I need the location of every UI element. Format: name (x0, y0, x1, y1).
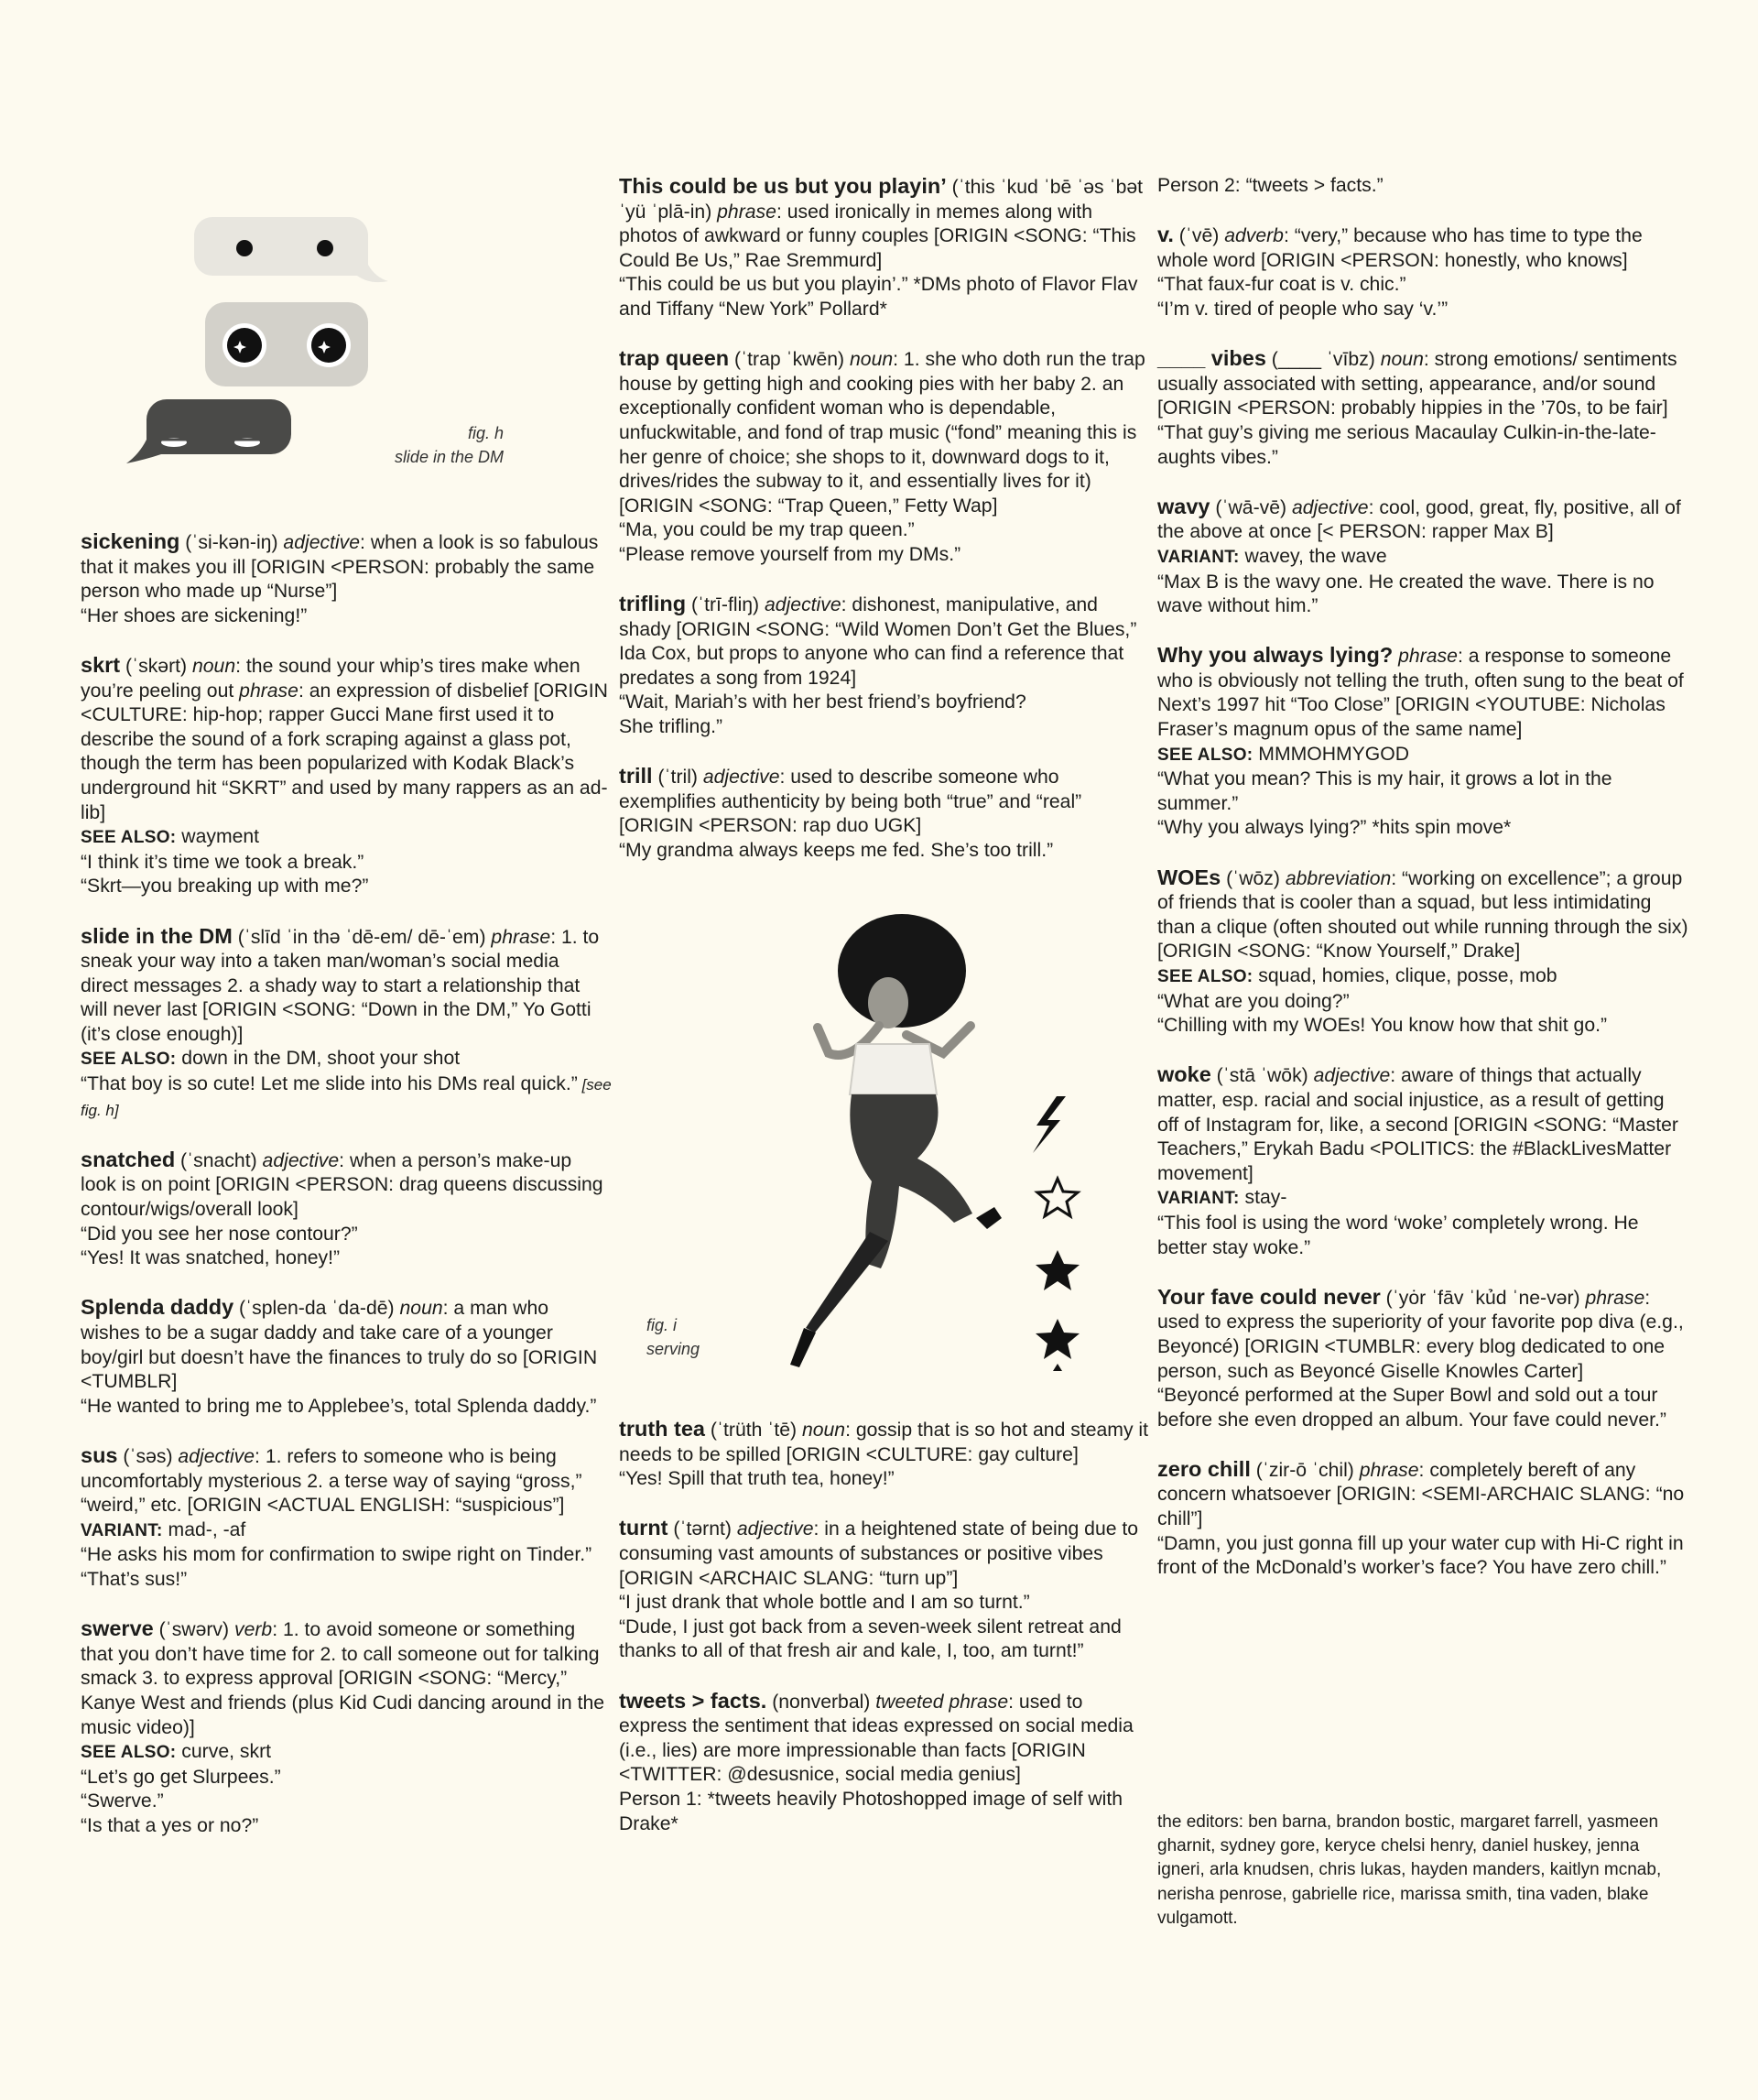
fig-h-title: slide in the DM (394, 448, 504, 466)
column-middle-top (619, 174, 1150, 887)
quote-text: “Skrt—you breaking up with me?” (81, 876, 369, 898)
entry-part-of-speech: abbreviation (1285, 867, 1392, 889)
entry-headword: slide in the DM (81, 923, 233, 948)
see-figure-ref: [see fig. h] (81, 1076, 612, 1119)
entry-meaning: : used to express the superiority of your favorite pop diva (e.g., Beyoncé) [ORIGIN <TUMBLR: every blog dedicated to one person, such as Beyoncé Giselle Knowles Carter] (1157, 1287, 1684, 1382)
entry-example-quote (1157, 1014, 1688, 1039)
entry-meaning: : strong emotions/ sentiments usually associated with setting, appearance, and/or sound [ORIGIN <PERSON: probably hippies in the ’70s, to be fair] (1157, 349, 1677, 419)
entry-example-quote (619, 1591, 1150, 1616)
quote-text: “Let’s go get Slurpees.” (81, 1766, 281, 1788)
dictionary-entry (619, 592, 1150, 740)
entry-example-quote (1157, 816, 1688, 841)
entry-see-also (1157, 743, 1688, 768)
entry-meaning: : “very,” because who has time to type the whole word [ORIGIN <PERSON: honestly, who knows] (1157, 225, 1643, 271)
entry-definition (1157, 1062, 1688, 1186)
dictionary-entry (81, 1295, 612, 1419)
entry-pronunciation: (ˈtrī-fliŋ) (686, 594, 765, 616)
entry-definition (1157, 346, 1688, 421)
entry-example-quote (619, 543, 1150, 568)
entry-headword: wavy (1157, 494, 1210, 518)
entry-meaning: : when a person’s make-up look is on point [ORIGIN <PERSON: drag queens discussing contour/wigs/overall look] (81, 1149, 603, 1221)
entry-example-quote (81, 1543, 612, 1568)
see-also-label: VARIANT: (1157, 1189, 1240, 1209)
see-also-text: squad, homies, clique, posse, mob (1253, 965, 1557, 986)
entry-meaning: : a response to someone who is obviously not telling the truth, often sung to the beat of Next’s 1997 hit “Too Close” [ORIGIN <YOUTUBE: Nicholas Fraser’s magnum opus of the same name] (1157, 646, 1684, 741)
entry-part-of-speech: noun (191, 655, 236, 677)
entry-meaning: : cool, good, great, fly, positive, all of the above at once [< PERSON: rapper Max B] (1157, 496, 1681, 543)
entry-see-also (81, 1518, 612, 1544)
entry-definition (81, 529, 612, 604)
entry-example-quote (1157, 421, 1688, 470)
entry-pronunciation: (ˈtrap ˈkwēn) (729, 349, 850, 371)
entry-pronunciation: (ˈtrüth ˈtē) (705, 1420, 802, 1441)
dictionary-entry (619, 1417, 1150, 1492)
see-also-label: SEE ALSO: (81, 828, 177, 848)
see-also-label: VARIANT: (81, 1520, 163, 1540)
entry-meaning: : a man who wishes to be a sugar daddy and take care of a younger boy/girl but doesn’t have the finances to truly do so [ORIGIN <TUMBLR] (81, 1298, 598, 1393)
see-also-text: mad-, -af (162, 1518, 246, 1540)
entry-see-also (1157, 1186, 1688, 1212)
entry-definition (619, 1516, 1150, 1591)
entry-headword: turnt (619, 1516, 668, 1540)
entry-part-of-speech: adjective (283, 532, 361, 553)
dictionary-entry (619, 346, 1150, 567)
entry-pronunciation: (ˈsi-kən-iŋ) (179, 532, 284, 553)
entry-headword: tweets > facts. (619, 1688, 767, 1713)
entry-pronunciation: (nonverbal) (766, 1691, 876, 1713)
entry-definition (619, 592, 1150, 691)
entry-part-of-speech: phrase (1585, 1287, 1645, 1309)
quote-text: “I just drank that whole bottle and I am so turnt.” (619, 1592, 1030, 1614)
quote-text: “What are you doing?” (1157, 990, 1350, 1012)
entry-example-quote (1157, 273, 1688, 298)
entry-definition (81, 1616, 612, 1740)
see-also-text: wayment (176, 826, 260, 848)
entry-headword: Your fave could never (1157, 1284, 1381, 1309)
quote-text: “Yes! Spill that truth tea, honey!” (619, 1468, 895, 1490)
entry-pronunciation: (ˈyȯr ˈfāv ˈkủd ˈne-vər) (1380, 1287, 1586, 1309)
entry-part-of-speech: noun (850, 349, 894, 371)
entry-example-quote (81, 875, 612, 899)
dictionary-entry (1157, 174, 1688, 199)
entry-headword: skrt (81, 652, 121, 677)
entry-definition (1157, 495, 1688, 545)
dictionary-entry (81, 653, 612, 899)
quote-text: “He wanted to bring me to Applebee’s, total Splenda daddy.” (81, 1395, 597, 1417)
entry-pronunciation: (ˈsəs) (117, 1445, 179, 1467)
entry-headword: WOEs (1157, 865, 1221, 889)
dictionary-entry (81, 529, 612, 628)
dictionary-entry (619, 1689, 1150, 1837)
entry-headword: snatched (81, 1147, 176, 1171)
entry-example-quote (81, 1814, 612, 1839)
entry-part-of-speech: adjective (262, 1149, 340, 1171)
entry-headword: v. (1157, 223, 1174, 247)
entry-meaning: : dishonest, manipulative, and shady [ORIGIN <SONG: “Wild Women Don’t Get the Blues,” Ida Cox, but props to anyone who can find a reference that predates a song from 1924] (619, 594, 1137, 689)
entry-definition (619, 1689, 1150, 1788)
entry-headword: ____ vibes (1157, 346, 1266, 371)
entry-part-of-speech: adjective (1291, 496, 1369, 518)
dictionary-entry (1157, 865, 1688, 1039)
column-right (1157, 174, 1688, 1605)
entry-see-also (1157, 545, 1688, 571)
entry-example-quote (1157, 1384, 1688, 1432)
chat-bubbles-illustration (101, 206, 403, 472)
entry-meaning: : used to express the sentiment that ideas expressed on social media (i.e., lies) are more impressionable than facts [ORIGIN <TWITTER: @desusnice, social media genius] (619, 1691, 1134, 1786)
entry-example-quote (619, 839, 1150, 864)
dictionary-entry (1157, 1285, 1688, 1433)
entry-example-quote (619, 1788, 1150, 1836)
quote-text: “That boy is so cute! Let me slide into his DMs real quick.” (81, 1073, 578, 1095)
entry-example-quote (619, 518, 1150, 543)
entry-headword: woke (1157, 1062, 1211, 1087)
quote-text: “Yes! It was snatched, honey!” (81, 1247, 341, 1269)
dictionary-entry (81, 1148, 612, 1271)
dictionary-entry (1157, 495, 1688, 619)
entry-definition (81, 1443, 612, 1518)
entry-pronunciation: (ˈslīd ˈin thə ˈdē-em/ dē-ˈem) (232, 926, 492, 948)
entry-meaning: : 1. she who doth run the trap house by getting high and cooking pies with her baby 2. an exceptionally confident woman who is dependable, unfuckwitable, and fond of trap music (“fond” meaning this is her genre of choice; she shops to it, downward dogs to it, drives/rides the subway to it, and essentially lives for it) [ORIGIN <SONG: “Trap Queen,” Fetty Wap] (619, 349, 1145, 517)
entry-pronunciation: (ˈswərv) (153, 1619, 234, 1641)
quote-text: “Damn, you just gonna fill up your water cup with Hi-C right in front of the McDonald’s worker’s face? You have zero chill.” (1157, 1532, 1684, 1579)
entry-definition (1157, 1457, 1688, 1532)
entry-part-of-speech: tweeted phrase (875, 1691, 1009, 1713)
entry-example-quote (81, 1072, 612, 1123)
entry-headword: sickening (81, 529, 180, 553)
entry-pronunciation: (ˈsnacht) (175, 1149, 263, 1171)
quote-text: “Beyoncé performed at the Super Bowl and sold out a tour before she even dropped an album. Your fave could never.” (1157, 1385, 1666, 1431)
quote-text: “That guy’s giving me serious Macaulay Culkin-in-the-late-aughts vibes.” (1157, 421, 1656, 468)
entry-headword: Why you always lying? (1157, 643, 1394, 668)
quote-text: “Swerve.” (81, 1790, 164, 1812)
entry-meaning: : 1. to avoid someone or something that you don’t have time for 2. to call someone out for talking smack 3. to express approval [ORIGIN <SONG: “Mercy,” Kanye West and friends (plus Kid Cudi dancing around in the music video)] (81, 1619, 605, 1738)
dictionary-entry (81, 1616, 612, 1838)
dictionary-entry (619, 1516, 1150, 1664)
dictionary-entry (1157, 1062, 1688, 1260)
entry-pronunciation: (____ ˈvībz) (1265, 349, 1381, 371)
entry-example-quote (619, 1616, 1150, 1664)
quote-text: “Chilling with my WOEs! You know how that shit go.” (1157, 1015, 1608, 1037)
entry-example-quote (81, 1568, 612, 1593)
see-also-text: MMMOHMYGOD (1253, 743, 1410, 765)
dictionary-entry (81, 924, 612, 1124)
entry-example-quote (81, 1766, 612, 1790)
quote-text: “He asks his mom for confirmation to swipe right on Tinder.” (81, 1544, 592, 1566)
entry-pronunciation: (ˈzir-ō ˈchil) (1250, 1459, 1360, 1481)
quote-text: “Is that a yes or no?” (81, 1814, 259, 1836)
entry-part-of-speech: adjective (765, 594, 841, 616)
entry-definition (619, 346, 1150, 518)
entry-part-of-speech: phrase (239, 680, 298, 702)
quote-text: “I’m v. tired of people who say ‘v.’” (1157, 298, 1449, 320)
entry-example-quote (81, 1395, 612, 1420)
entry-see-also (1157, 964, 1688, 990)
quote-text: “That’s sus!” (81, 1568, 188, 1590)
entry-part-of-speech: phrase (1359, 1459, 1419, 1481)
entry-example-quote (619, 691, 1150, 715)
entry-headword: truth tea (619, 1417, 705, 1441)
entry-definition (81, 1295, 612, 1394)
entry-definition (81, 1148, 612, 1223)
quote-text: “What you mean? This is my hair, it grows a lot in the summer.” (1157, 768, 1612, 814)
fig-h-caption (385, 421, 504, 469)
see-also-label: SEE ALSO: (81, 1743, 177, 1763)
entry-pronunciation: (ˈvē) (1173, 225, 1225, 247)
quote-text: She trifling.” (619, 716, 723, 738)
entry-meaning: : in a heightened state of being due to consuming vast amounts of substances or positive vibes [ORIGIN <ARCHAIC SLANG: “turn up”] (619, 1518, 1139, 1589)
quote-text: “This could be us but you playin’.” *DMs photo of Flavor Flav and Tiffany “New York” Pollard* (619, 274, 1138, 320)
entry-headword: swerve (81, 1616, 154, 1641)
entry-part-of-speech: verb (233, 1619, 273, 1641)
entry-pronunciation: (ˈstā ˈwōk) (1210, 1065, 1314, 1087)
see-also-label: SEE ALSO: (1157, 745, 1253, 765)
entry-pronunciation: (ˈskərt) (120, 655, 192, 677)
entry-meaning: : 1. refers to someone who is being uncomfortably mysterious 2. a terse way of saying “gross,” “weird,” etc. [ORIGIN <ACTUAL ENGLISH: “suspicious”] (81, 1445, 582, 1517)
see-also-text: curve, skrt (176, 1741, 272, 1763)
column-middle-bottom (619, 1417, 1150, 1861)
entry-definition (619, 764, 1150, 839)
entry-meaning: : gossip that is so hot and steamy it needs to be spilled [ORIGIN <CULTURE: gay culture] (619, 1420, 1149, 1465)
entry-part-of-speech: noun (399, 1298, 443, 1320)
entry-definition (619, 174, 1150, 273)
entry-meaning: : the sound your whip’s tires make when you’re peeling out (81, 655, 581, 702)
dictionary-entry (1157, 643, 1688, 841)
quote-text: “Her shoes are sickening!” (81, 604, 308, 626)
entry-pronunciation: (ˈtril) (652, 767, 703, 789)
quote-text: Person 1: *tweets heavily Photoshopped image of self with Drake* (619, 1788, 1123, 1834)
entry-definition (619, 1417, 1150, 1467)
entry-see-also (81, 825, 612, 851)
entry-example-quote (81, 851, 612, 876)
entry-headword: zero chill (1157, 1456, 1251, 1481)
fig-i-caption (646, 1313, 756, 1361)
column-left (81, 529, 612, 1863)
see-also-label: SEE ALSO: (1157, 967, 1253, 986)
entry-meaning: : used ironically in memes along with photos of awkward or funny couples [ORIGIN <SONG: “This Could Be Us,” Rae Sremmurd] (619, 201, 1136, 271)
entry-example-quote (1157, 990, 1688, 1015)
quote-text: “I think it’s time we took a break.” (81, 851, 364, 873)
entry-meaning: : aware of things that actually matter, esp. racial and social injustice, as a result of getting off of Instagram for, like, a second [ORIGIN <SONG: “Master Teachers,” Erykah Badu <POLITICS: the #BlackLivesMatter movement] (1157, 1065, 1678, 1184)
quote-text: “That faux-fur coat is v. chic.” (1157, 274, 1406, 296)
stars-lightning-illustration (1026, 1094, 1090, 1387)
see-also-text: down in the DM, shoot your shot (176, 1048, 461, 1070)
entry-meaning: : used to describe someone who exemplifies authenticity by being both “true” and “real” [ORIGIN <PERSON: rap duo UGK] (619, 767, 1082, 837)
entry-definition (1157, 643, 1688, 742)
entry-see-also (81, 1047, 612, 1072)
dictionary-entry (81, 1443, 612, 1593)
entry-example-quote (81, 1223, 612, 1247)
entry-part-of-speech: phrase (717, 201, 776, 223)
dictionary-entry (1157, 1457, 1688, 1581)
entry-pronunciation: (ˈtərnt) (667, 1518, 737, 1540)
entry-meaning: : “working on excellence”; a group of friends that is cooler than a squad, but less intimidating than a clique (often shouted out while running through the six) [ORIGIN <SONG: “Know Yourself,” Drake] (1157, 867, 1688, 963)
editors-credit: the editors: ben barna, brandon bostic, margaret farrell, yasmeen gharnit, sydney gore, keryce chelsi henry, daniel huskey, jenna igneri, arla knudsen, chris lukas, hayden manders, kaitlyn mcnab, nerisha penrose, gabrielle rice, marissa smith, tina vaden, blake vulgamott. (1157, 1812, 1662, 1928)
quote-text: “Wait, Mariah’s with her best friend’s boyfriend? (619, 691, 1026, 713)
entry-example-quote (1157, 1532, 1688, 1581)
entry-headword: trifling (619, 592, 687, 616)
entry-pronunciation: (ˈwā-vē) (1210, 496, 1292, 518)
entry-meaning: : completely bereft of any concern whatsoever [ORIGIN: <SEMI-ARCHAIC SLANG: “no chill”] (1157, 1459, 1685, 1530)
entry-meaning: : when a look is so fabulous that it makes you ill [ORIGIN <PERSON: probably the same person who made up “Nurse”] (81, 532, 599, 603)
entry-part-of-speech: phrase (491, 926, 551, 948)
entry-example-quote (81, 604, 612, 629)
entry-headword: trill (619, 764, 653, 789)
dictionary-entry (619, 764, 1150, 863)
entry-example-quote (81, 1246, 612, 1271)
entry-pronunciation: (ˈthis ˈkud ˈbē ˈəs ˈbət ˈyü ˈplā-in) (619, 177, 1144, 223)
quote-text: “Please remove yourself from my DMs.” (619, 543, 961, 565)
entry-definition (81, 924, 612, 1048)
fig-i-label: fig. i (646, 1316, 678, 1334)
dictionary-entry (619, 174, 1150, 322)
see-also-text: wavey, the wave (1239, 545, 1387, 567)
entry-part-of-speech: noun (1380, 349, 1424, 371)
entry-headword: This could be us but you playin’ (619, 174, 947, 198)
quote-text: “My grandma always keeps me fed. She’s too trill.” (619, 840, 1054, 862)
entry-pronunciation: (ˈsplen-da ˈda-dē) (233, 1298, 400, 1320)
entry-part-of-speech: phrase (1398, 646, 1458, 668)
entry-example-quote (619, 273, 1150, 321)
dictionary-entry (1157, 223, 1688, 321)
entry-meaning: : 1. to sneak your way into a taken man/woman’s social media direct messages 2. a shady way to start a relationship that will never last [ORIGIN <SONG: “Down in the DM,” Yo Gotti (it’s close enough)] (81, 926, 600, 1045)
entry-headword: Splenda daddy (81, 1295, 234, 1320)
entry-example-quote (619, 715, 1150, 740)
fig-i-title: serving (646, 1340, 700, 1358)
fig-h-label: fig. h (467, 424, 504, 442)
see-also-label: SEE ALSO: (81, 1050, 177, 1070)
entry-pronunciation: (ˈwōz) (1221, 867, 1286, 889)
entry-see-also (81, 1740, 612, 1766)
entry-part-of-speech: adjective (736, 1518, 814, 1540)
entry-example-quote (1157, 1212, 1688, 1260)
see-also-text: stay- (1239, 1187, 1287, 1209)
quote-text: “This fool is using the word ‘woke’ completely wrong. He better stay woke.” (1157, 1212, 1639, 1258)
entry-example-quote (1157, 298, 1688, 322)
entry-meaning: : an expression of disbelief [ORIGIN <CULTURE: hip-hop; rapper Gucci Mane first used it to describe the sound of a fork scraping against a glass pot, though the term has been popularized with Kodak Black’s underground hit “SKRT” and used by many rappers as an ad-lib] (81, 680, 608, 823)
entry-definition (1157, 223, 1688, 273)
entry-part-of-speech: adjective (178, 1445, 255, 1467)
entry-part-of-speech: adjective (1313, 1065, 1391, 1087)
entry-part-of-speech: adverb (1224, 225, 1284, 247)
dictionary-entry (1157, 346, 1688, 470)
entry-headword: trap queen (619, 346, 730, 371)
entry-definition (1157, 865, 1688, 964)
entry-definition (81, 653, 612, 825)
entry-headword: sus (81, 1442, 118, 1467)
quote-text: “Ma, you could be my trap queen.” (619, 519, 915, 541)
quote-text: “Dude, I just got back from a seven-week silent retreat and thanks to all of that fresh air and kale, I, too, am turnt!” (619, 1616, 1122, 1662)
entry-part-of-speech: adjective (702, 767, 780, 789)
quote-text: “Did you see her nose contour?” (81, 1223, 358, 1245)
entry-definition (1157, 1285, 1688, 1384)
entry-example-quote (1157, 571, 1688, 619)
entry-example-quote (1157, 767, 1688, 816)
entry-example-quote (1157, 174, 1688, 199)
entry-example-quote (619, 1467, 1150, 1492)
quote-text: Person 2: “tweets > facts.” (1157, 175, 1384, 196)
see-also-label: VARIANT: (1157, 547, 1240, 567)
entry-part-of-speech: noun (801, 1420, 846, 1441)
quote-text: “Max B is the wavy one. He created the wave. There is no wave without him.” (1157, 571, 1655, 617)
quote-text: “Why you always lying?” *hits spin move* (1157, 817, 1512, 839)
entry-example-quote (81, 1790, 612, 1814)
